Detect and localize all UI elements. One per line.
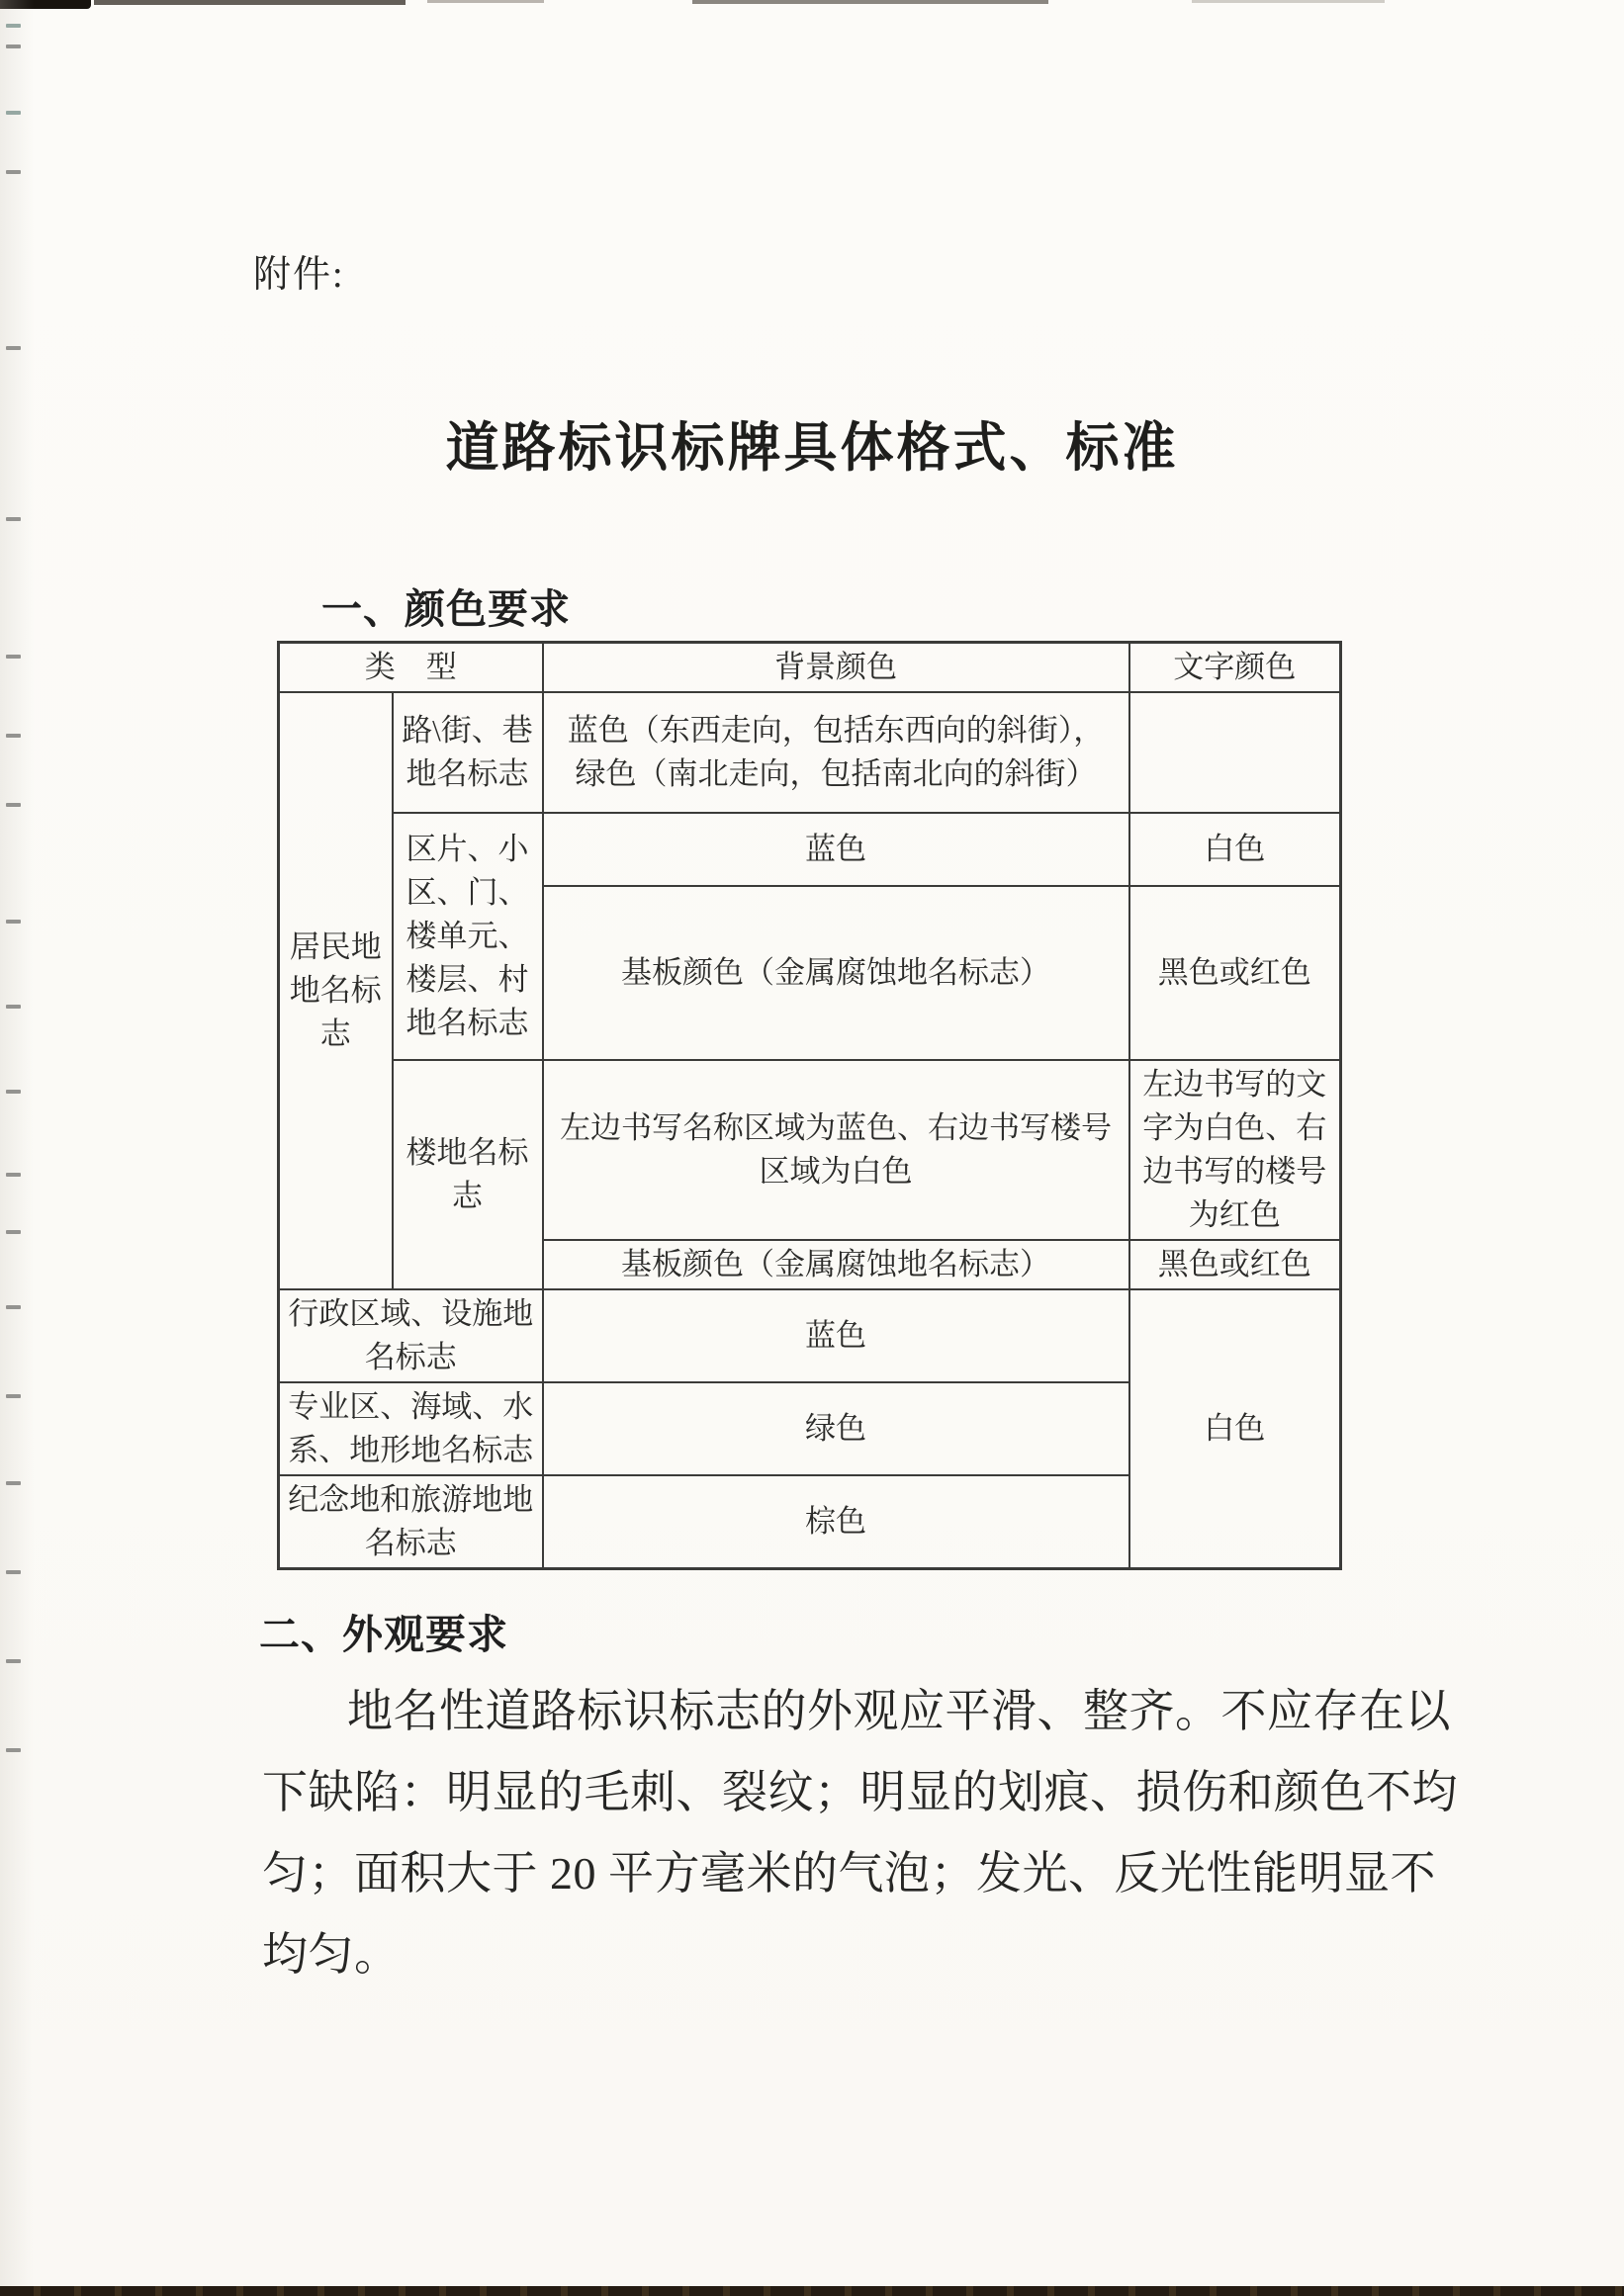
scan-left-tick	[6, 655, 21, 659]
paragraph-line-2: 下缺陷：明显的毛刺、裂纹；明显的划痕、损伤和颜色不均	[262, 1767, 1458, 1817]
cell-bg-special: 绿色	[543, 1382, 1129, 1475]
scan-left-tick	[6, 1305, 21, 1309]
scan-left-tick	[6, 1005, 21, 1009]
scan-left-tick	[6, 170, 21, 174]
header-cell-text-color: 文字颜色	[1129, 643, 1341, 693]
table-row-admin	[279, 1289, 1341, 1382]
scan-left-tick	[6, 1230, 21, 1234]
scan-artifact-top-edge	[427, 0, 544, 3]
cell-text-road-street-empty	[1129, 692, 1341, 813]
scan-left-tick	[6, 1173, 21, 1177]
bg-road-street-line2: 绿色（南北走向，包括南北向的斜街）	[575, 756, 1097, 792]
cell-bg-admin: 蓝色	[543, 1289, 1129, 1382]
cell-type-district: 区片、小区、门、楼单元、楼层、村地名标志	[393, 813, 543, 1060]
scan-left-tick	[6, 1481, 21, 1485]
cell-bg-building	[543, 1060, 1129, 1240]
appearance-paragraph	[262, 1671, 1458, 1995]
cell-bg-district-blue: 蓝色	[543, 813, 1129, 886]
scan-left-tick	[6, 1570, 21, 1574]
cell-text-district-white: 白色	[1129, 813, 1341, 886]
cell-type-memorial: 纪念地和旅游地地名标志	[279, 1475, 543, 1569]
scan-artifact-bottom-edge	[0, 2286, 1624, 2296]
cell-text-building-substrate: 黑色或红色	[1129, 1240, 1341, 1289]
scan-artifact-top-edge	[0, 0, 91, 9]
bg-building-line1: 左边书写名称区域为蓝色、右边书写楼号	[560, 1110, 1112, 1146]
scan-left-tick	[6, 920, 21, 924]
section-heading-color-requirements: 一、颜色要求	[321, 586, 571, 632]
scan-left-edge-shading	[0, 0, 34, 2296]
cell-type-building: 楼地名标志	[393, 1060, 543, 1289]
paragraph-line-3: 匀；面积大于 20 平方毫米的气泡；发光、反光性能明显不	[262, 1848, 1436, 1899]
scan-left-tick	[6, 517, 21, 521]
scan-left-tick	[6, 1748, 21, 1752]
table-row-building	[279, 1060, 1341, 1240]
bg-building-line2: 区域为白色	[759, 1154, 913, 1190]
color-requirements-table	[277, 641, 1342, 1570]
cell-type-admin: 行政区域、设施地名标志	[279, 1289, 543, 1382]
scan-artifact-top-edge	[94, 0, 406, 5]
cell-text-merged-white: 白色	[1129, 1289, 1341, 1569]
cell-bg-road-street	[543, 692, 1129, 813]
page-title: 道路标识标牌具体格式、标准	[445, 418, 1179, 478]
header-cell-type: 类 型	[279, 643, 543, 693]
paragraph-line-4: 均匀。	[262, 1929, 401, 1980]
cell-text-district-substrate: 黑色或红色	[1129, 886, 1341, 1060]
cell-bg-building-substrate: 基板颜色（金属腐蚀地名标志）	[543, 1240, 1129, 1289]
cell-type-road-street: 路\街、巷地名标志	[393, 692, 543, 813]
scan-left-tick	[6, 346, 21, 350]
cell-bg-memorial: 棕色	[543, 1475, 1129, 1569]
scan-left-tick	[6, 44, 21, 48]
scan-artifact-top-edge	[1192, 0, 1385, 3]
scan-left-tick	[6, 24, 21, 28]
cell-type-special: 专业区、海域、水系、地形地名标志	[279, 1382, 543, 1475]
header-cell-background-color: 背景颜色	[543, 643, 1129, 693]
bg-road-street-line1: 蓝色（东西走向，包括东西向的斜街），	[567, 713, 1105, 748]
scan-left-tick	[6, 734, 21, 738]
scan-left-tick	[6, 1090, 21, 1094]
attachment-label: 附件:	[253, 254, 345, 296]
cell-bg-district-substrate: 基板颜色（金属腐蚀地名标志）	[543, 886, 1129, 1060]
scan-left-tick	[6, 1659, 21, 1663]
scan-left-tick	[6, 803, 21, 807]
table-row-district-blue	[279, 813, 1341, 886]
scan-left-tick	[6, 1394, 21, 1398]
scan-artifact-top-edge	[692, 0, 1048, 4]
section-heading-appearance-requirements: 二、外观要求	[259, 1612, 508, 1657]
cell-text-building: 左边书写的文字为白色、右边书写的楼号为红色	[1129, 1060, 1341, 1240]
paragraph-line-1: 地名性道路标识标志的外观应平滑、整齐。不应存在以	[347, 1686, 1451, 1736]
cell-group-residential: 居民地地名标志	[279, 692, 393, 1289]
table-header-row	[279, 643, 1341, 693]
scan-left-tick	[6, 111, 21, 115]
table-row-road-street	[279, 692, 1341, 813]
